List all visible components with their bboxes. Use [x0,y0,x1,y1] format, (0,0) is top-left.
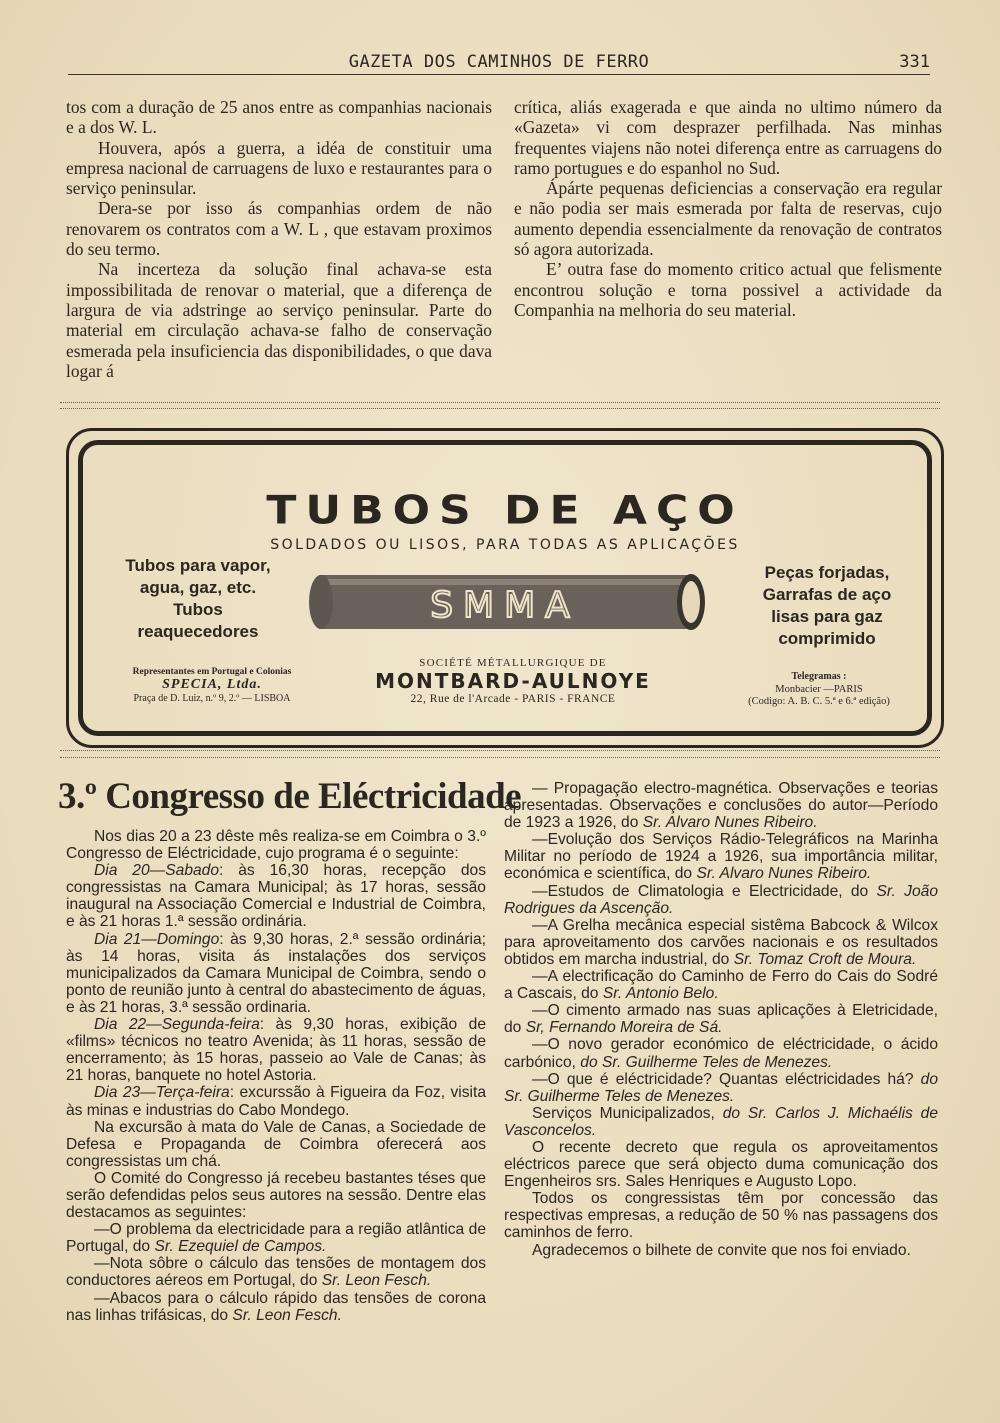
paragraph: E’ outra fase do momento critico actual que felismente encontrou solução e torna possivel a actividade da Companhia na melhoria do seu material. [514,259,942,320]
article-paragraph: Serviços Municipalizados, do Sr. Carlos J. Michaélis de Vasconcelos. [504,1104,938,1139]
page-number: 331 [899,52,930,72]
ad-title: TUBOS DE AÇO [266,487,744,534]
paragraph: tos com a duração de 25 anos entre as companhias nacionais e a dos W. L. [66,97,492,138]
article-paragraph: —Nota sôbre o cálculo das tensões de montagem dos conductores aéreos em Portugal, do Sr. Leon Fesch. [66,1255,486,1290]
ad-company [353,657,673,705]
article-left-column [66,828,486,1324]
dotted-divider [60,408,940,409]
top-left-column [66,97,492,381]
article-paragraph: — Propagação electro-magnética. Observações e teorias apresentadas. Observações e conclusões do autor—Período de 1923 a 1926, do Sr. Alvaro Nunes Ribeiro. [504,780,938,832]
ad-subtitle: SOLDADOS OU LISOS, PARA TODAS AS APLICAÇÕES [270,537,740,553]
running-header [68,50,930,75]
article-paragraph: —O cimento armado nas suas aplicações à Eletricidade, do Sr, Fernando Moreira de Sá. [504,1002,938,1037]
article-paragraph: Nos dias 20 a 23 dêste mês realiza-se em Coimbra o 3.º Congresso de Eléctricidade, cujo programa é o seguinte: [66,828,486,863]
ad-line: agua, gaz, etc. [139,578,257,597]
article-right-column [504,780,938,1259]
article-paragraph: Todos os congressistas têm por concessão das respectivas empresas, a redução de 50 % nas passagens dos caminhos de ferro. [504,1190,938,1242]
ad-line: Peças forjadas, [764,563,890,582]
article-paragraph: —A electrificação do Caminho de Ferro do Cais do Sodré a Cascais, do Sr. Antonio Belo. [504,968,938,1003]
ad-telegrams [719,671,919,709]
dotted-divider [60,402,940,403]
tel-address: Monbacier —PARIS [775,683,863,695]
advertisement [66,428,944,748]
paragraph: Dera-se por isso ás companhias ordem de não renovarem os contratos com a W. L , que estavam proximos do seu termo. [66,198,492,260]
article-paragraph: Dia 20—Sabado: às 16,30 horas, recepção dos congressistas na Camara Municipal; às 17 horas, sessão inaugural na Associação Comercial e Industrial de Coimbra, e às 21 horas 1.ª sessão ordinária. [66,862,486,931]
ad-frame [78,440,932,736]
article-paragraph: —O novo gerador económico de eléctricidade, o ácido carbónico, do Sr. Guilherme Teles de Menezes. [504,1036,938,1071]
article-paragraph: —O problema da electricidade para a região atlântica de Portugal, do Sr. Ezequiel de Campos. [66,1221,486,1256]
article-paragraph: —Estudos de Climatologia e Electricidade, do Sr. João Rodrigues da Ascenção. [504,882,938,917]
paragraph: Na incerteza da solução final achava-se esta impossibilitada de renovar o material, que a diferença de largura de via adstringe ao serviço peninsular. Parte do material em circulação achava-se falho de conservação esmerada pela insuficiencia das disponibilidades, o que dava logar á [66,259,492,381]
company-name: MONTBARD-AULNOYE [375,669,651,693]
top-right-column [514,97,942,320]
article-paragraph: Dia 21—Domingo: às 9,30 horas, 2.ª sessão ordinária; às 14 horas, visita ás instalações dos serviços municipalizados da Camara Municipal de Coimbra, sendo o ponto de reunião junto à central do abastecimento de águas, e às 21 horas, 3.ª sessão ordinaria. [66,930,487,1016]
ad-right-products [747,562,907,650]
rep-heading: Representantes em Portugal e Colonias [132,667,292,677]
ad-line: reaquecedores [137,622,259,641]
rep-name: SPECIA, Ltda. [162,677,262,692]
ad-left-products [103,555,293,643]
company-heading: SOCIÉTÉ MÉTALLURGIQUE DE [419,657,607,669]
company-address: 22, Rue de l'Arcade - PARIS - FRANCE [410,693,616,705]
article-paragraph: Agradecemos o bilhete de convite que nos foi enviado. [532,1241,911,1259]
ad-line: lisas para gaz [771,607,883,626]
article-paragraph: O Comité do Congresso já recebeu bastantes téses que serão defendidas pelos seus autores na sessão. Dentre elas destacamos as seguintes: [66,1169,486,1222]
paragraph: crítica, aliás exagerada e que ainda no ultimo número da «Gazeta» vi com desprazer perfilhada. Nas minhas frequentes viajens não notei diferença entre as carruagens do ramo portugues e do espanhol no Sud. [514,97,942,178]
ad-line: Garrafas de aço [762,585,892,604]
ad-line: Tubos para vapor, [125,556,271,575]
article-title: 3.º Congresso de Eléctricidade [58,776,522,817]
article-paragraph: —O que é eléctricidade? Quantas eléctricidades há? do Sr. Guilherme Teles de Menezes. [504,1070,938,1105]
dotted-divider [60,750,940,751]
article-paragraph: —Evolução dos Serviços Rádio-Telegráficos na Marinha Militar no período de 1924 a 1926, sua importância militar, económica e scientífica, do Sr. Alvaro Nunes Ribeiro. [504,831,938,883]
journal-title: GAZETA DOS CAMINHOS DE FERRO [348,52,650,72]
ad-line: comprimido [778,629,876,648]
article-paragraph: O recente decreto que regula os aproveitamentos eléctricos parece que será objecto duma comunicação dos Engenheiros srs. Sales Henriques e Augusto Lopo. [504,1138,938,1191]
paragraph: Ápárte pequenas deficiencias a conservação era regular e não podia ser mais esmerada por falta de reservas, cujo aumento dependia essencialmente da renovação de contratos só agora autorizada. [514,178,942,260]
article-paragraph: Dia 23—Terça-feira: excurssão à Figueira da Foz, visita às minas e industrias do Cabo Mondego. [66,1084,486,1119]
article-paragraph: Dia 22—Segunda-feira: às 9,30 horas, exibição de «films» técnicos no teatro Avenida; às 11 horas, sessão de encerramento; às 15 horas, passeio ao Vale de Canas; às 21 horas, banquete no hotel Astoria. [66,1016,486,1085]
rep-address: Praça de D. Luiz, n.º 9, 2.º — LISBOA [133,693,291,704]
ad-line: Tubos [173,600,223,619]
tube-label: SMMA [430,585,580,626]
steel-tube-illustration [305,569,715,635]
ad-representatives [97,667,327,704]
tel-code: (Codigo: A. B. C. 5.ª e 6.ª edição) [748,696,890,707]
article-paragraph: Na excursão à mata do Vale de Canas, a Sociedade de Defesa e Propaganda de Coimbra oferecerá aos congressistas um chá. [66,1118,486,1170]
article-paragraph: —Abacos para o cálculo rápido das tensões de corona nas linhas trifásicas, do Sr. Leon Fesch. [66,1289,486,1324]
dotted-divider [60,757,940,758]
tel-heading: Telegramas : [791,671,847,682]
article-paragraph: —A Grelha mecânica especial sistêma Babcock & Wilcox para aproveitamento dos carvões nacionais e os resultados obtidos em marcha industrial, do Sr. Tomaz Croft de Moura. [504,916,938,968]
paragraph: Houvera, após a guerra, a idéa de constituir uma empresa nacional de carruagens de luxo e restaurantes para o serviço peninsular. [66,137,492,199]
